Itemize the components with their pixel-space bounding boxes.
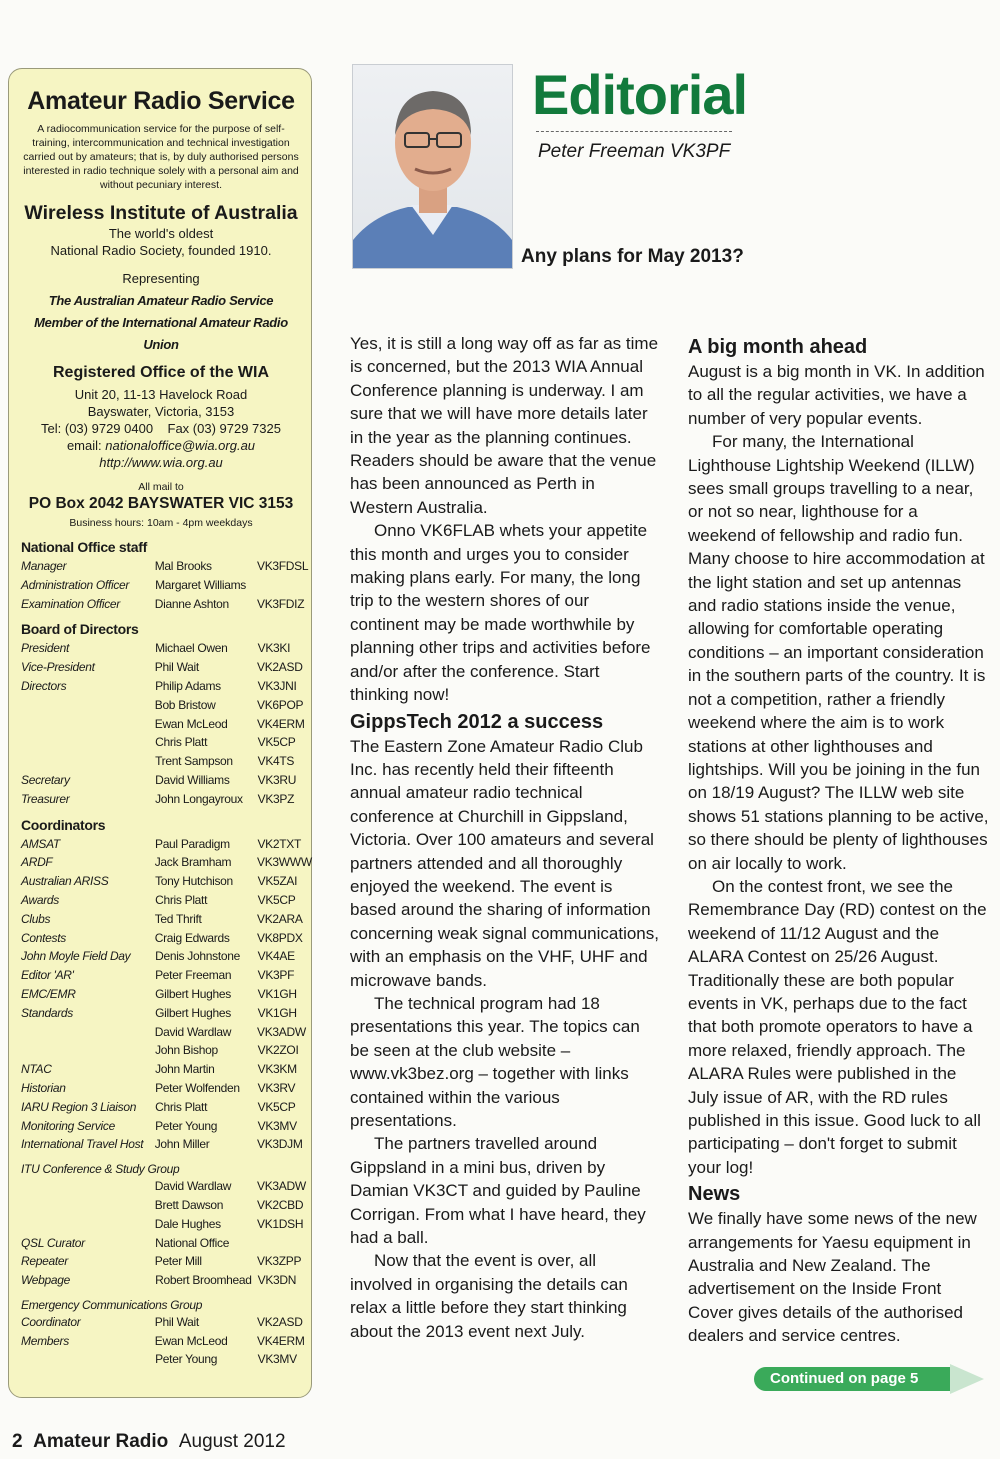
contact-role: QSL Curator [21, 1235, 85, 1250]
contact-callsign: VK3JNI [257, 678, 297, 693]
contact-callsign: VK2CBD [257, 1197, 304, 1212]
contact-name: Brett Dawson [154, 1197, 224, 1212]
contact-role: President [21, 641, 69, 656]
contact-row [21, 715, 305, 734]
contact-callsign: VK3RV [257, 1080, 296, 1095]
contact-name: Paul Paradigm [154, 836, 230, 851]
paragraph: The partners travelled around Gippsland in a mini bus, driven by Damian VK3CT and guided by Pauline Corrigan. From what I have heard, they had a ball. [350, 1134, 646, 1248]
contact-row [21, 771, 301, 790]
contact-role: NTAC [21, 1062, 52, 1077]
contact-row [21, 1332, 305, 1351]
contact-name: Dianne Ashton [154, 596, 229, 611]
contact-row [21, 1271, 301, 1290]
contact-callsign: VK1GH [257, 986, 297, 1001]
contact-callsign: VK1DSH [257, 1216, 304, 1231]
paragraph: The Eastern Zone Amateur Radio Club Inc. has recently held their fifteenth annual amateur radio technical conference at Churchill in Gippsland, Victoria. Over 100 amateurs and several partners attended and all thoroughly enjoyed the weekend. The event is based around the sharing of information concerning weak signal communications, with an emphasis on the VHF, UHF and microwave bands. [350, 736, 659, 990]
contact-name: John Bishop [155, 1043, 218, 1058]
contact-name: Peter Wolfenden [155, 1080, 240, 1095]
contact-role: EMC/EMR [21, 986, 76, 1001]
page-number: 2 [12, 1431, 23, 1452]
contact-callsign: VK5CP [257, 735, 296, 750]
contact-role: International Travel Host [21, 1137, 144, 1152]
paragraph: We finally have some news of the new arrangements for Yaesu equipment in Australia and New Zealand. The advertisement on the Inside Front Cover gives details of the authorised dealers and service centres. [688, 1209, 977, 1346]
contact-name: Phil Wait [154, 660, 199, 675]
contact-name: Jack Bramham [154, 855, 232, 870]
contact-callsign: VK3WWW [257, 855, 312, 870]
contact-row [21, 1313, 301, 1332]
representing-service: The Australian Amateur Radio Service [48, 293, 274, 308]
contact-callsign: VK3ZPP [257, 1254, 302, 1269]
contact-role: Administration Officer [21, 577, 130, 592]
contact-role: Treasurer [21, 791, 70, 806]
contact-callsign [258, 576, 301, 595]
contact-callsign: VK3FDSL [257, 559, 309, 573]
contact-role [21, 752, 155, 771]
issue-date: August 2012 [178, 1431, 286, 1452]
contact-row [21, 910, 301, 929]
board-list [21, 639, 305, 808]
contact-name: Chris Platt [155, 735, 208, 750]
contact-row [21, 1060, 301, 1079]
contact-row [21, 639, 301, 658]
web-link[interactable]: http://www.wia.org.au [99, 455, 223, 470]
address-line-2: Bayswater, Victoria, 3153 [87, 404, 235, 419]
contact-name: National Office [155, 1235, 230, 1250]
representing-iaru: Member of the International Amateur Radio Union [34, 315, 288, 352]
contact-role [21, 1215, 155, 1234]
contact-row [21, 853, 312, 872]
contact-callsign: VK6POP [257, 697, 304, 712]
contact-role: Standards [21, 1005, 74, 1020]
contact-name: Peter Mill [154, 1254, 202, 1269]
contact-row [21, 1079, 301, 1098]
email-line [21, 437, 301, 454]
continued-label: Continued on page 5 [770, 1370, 919, 1387]
contact-role: Manager [21, 559, 67, 573]
mail-label: All mail to [138, 481, 184, 493]
contact-role: ARDF [21, 855, 53, 870]
contact-row [21, 696, 304, 715]
contact-callsign: VK8PDX [257, 930, 303, 945]
contact-role: Secretary [21, 772, 70, 787]
contact-callsign: VK3PF [257, 968, 295, 983]
contact-name: David Wardlaw [154, 1024, 232, 1039]
contact-name: Ted Thrift [154, 911, 202, 926]
contact-callsign: VK3ADW [257, 1024, 306, 1039]
contact-callsign: VK2ZOI [257, 1043, 299, 1058]
contact-callsign: VK1GH [257, 1005, 297, 1020]
registered-office-title: Registered Office of the WIA [52, 364, 270, 381]
contact-row [21, 658, 301, 677]
contact-callsign: VK2ARA [257, 911, 303, 926]
contact-role [21, 733, 155, 752]
contact-callsign: VK3DJM [257, 1137, 303, 1152]
contact-row [21, 733, 301, 752]
contact-name: Phil Wait [154, 1314, 199, 1329]
address-line-1: Unit 20, 11-13 Havelock Road [74, 387, 248, 402]
info-sidebar [8, 68, 312, 1398]
contact-row [21, 1023, 306, 1042]
contact-role: Monitoring Service [21, 1118, 115, 1133]
contact-role: Historian [21, 1080, 66, 1095]
email-label: email: [66, 438, 106, 453]
emergency-list [21, 1313, 305, 1369]
contact-role [21, 1041, 155, 1060]
contact-role [21, 715, 155, 734]
editorial-headline: Any plans for May 2013? [521, 246, 744, 267]
contact-row [21, 1098, 301, 1117]
contact-name: Robert Broomhead [155, 1273, 252, 1288]
coordinators-list [21, 835, 312, 1155]
contact-name: Peter Young [155, 1352, 218, 1367]
contact-role: Coordinator [21, 1314, 81, 1329]
section-heading: GippsTech 2012 a success [350, 710, 604, 733]
contact-role: AMSAT [21, 836, 60, 851]
contact-row [21, 891, 301, 910]
contact-callsign: VK2TXT [257, 836, 301, 851]
contact-row [21, 1234, 301, 1253]
contact-callsign: VK5CP [257, 892, 296, 907]
contact-row [21, 677, 301, 696]
contact-name: Chris Platt [155, 892, 208, 907]
contact-callsign: VK3DN [257, 1273, 297, 1288]
contact-callsign: VK3FDIZ [257, 596, 305, 611]
emergency-title: Emergency Communications Group [21, 1297, 203, 1312]
contact-name: Tony Hutchison [155, 874, 233, 889]
contact-role: Webpage [21, 1273, 71, 1288]
contact-row [21, 576, 301, 595]
contact-callsign: VK2ASD [257, 1314, 303, 1329]
contact-row [21, 1117, 301, 1136]
contact-row [21, 752, 301, 771]
service-title: Amateur Radio Service [27, 87, 295, 115]
contact-name: Bob Bristow [154, 697, 216, 712]
section-heading: News [688, 1183, 741, 1206]
contact-role [21, 1177, 155, 1196]
contact-row [21, 1252, 301, 1271]
contact-role: Vice-President [21, 660, 95, 675]
contact-name: Philip Adams [155, 678, 221, 693]
contact-callsign: VK3KM [257, 1062, 297, 1077]
contact-role: Awards [21, 892, 59, 907]
contact-row [21, 1135, 301, 1154]
board-title: Board of Directors [21, 621, 139, 638]
magazine-name: Amateur Radio [33, 1431, 169, 1452]
contact-name: Ewan McLeod [154, 716, 228, 731]
contact-role: Contests [21, 930, 66, 945]
contact-role: Editor 'AR' [21, 968, 74, 983]
business-hours: Business hours: 10am - 4pm weekdays [69, 517, 253, 529]
article-column-1 [350, 332, 662, 1343]
contact-row [21, 1215, 304, 1234]
contact-role: IARU Region 3 Liaison [21, 1099, 137, 1114]
contact-row [21, 835, 301, 854]
contact-callsign: VK3PZ [257, 791, 295, 806]
contact-role [21, 1196, 155, 1215]
contact-name: Denis Johnstone [155, 949, 240, 964]
contact-name: Gilbert Hughes [155, 986, 231, 1001]
contact-row [21, 790, 301, 809]
contact-callsign: VK3ADW [257, 1179, 306, 1194]
po-box: PO Box 2042 BAYSWATER VIC 3153 [28, 495, 294, 512]
staff-title: National Office staff [21, 539, 147, 555]
contact-name: Mal Brooks [154, 559, 212, 573]
contact-role [21, 696, 155, 715]
editorial-title: Editorial [532, 63, 748, 126]
contact-row [21, 872, 301, 891]
contact-callsign: VK4ERM [257, 716, 305, 731]
contact-row [21, 557, 309, 576]
contact-role: John Moyle Field Day [21, 949, 131, 964]
contact-callsign: VK4TS [257, 754, 295, 769]
contact-callsign: VK3KI [257, 641, 291, 656]
contact-role [21, 1350, 155, 1369]
contact-name: Chris Platt [155, 1099, 208, 1114]
phone-fax: Tel: (03) 9729 0400 Fax (03) 9729 7325 [41, 421, 281, 436]
service-definition: A radiocommunication service for the purpose of self-training, intercommunication and technical investigation carried out by amateurs; that is, by duly authorised persons interested in radio technique solely with a personal aim and without pecuniary interest. [23, 123, 299, 191]
contact-callsign: VK3RU [257, 772, 297, 787]
org-name: Wireless Institute of Australia [24, 202, 298, 224]
contact-role: Clubs [21, 911, 51, 926]
continued-on-page-link[interactable] [754, 1364, 986, 1396]
contact-callsign: VK2ASD [257, 660, 303, 675]
contact-row [21, 1350, 301, 1369]
contact-name: David Wardlaw [154, 1179, 232, 1194]
contact-role: Directors [21, 678, 67, 693]
paragraph: On the contest front, we see the Remembrance Day (RD) contest on the weekend of 11/12 August and the ALARA Contest on 25/26 August. Traditionally these are both popular events in VK, perhaps due to the fact that both promote operators to have a more relaxed, friendly approach. The ALARA Rules were published in the July issue of AR, with the RD rules published in this issue. Good luck to all participating – don't forget to submit your log! [688, 876, 987, 1177]
contact-role: Members [21, 1333, 69, 1348]
representing-label: Representing [122, 271, 200, 286]
contact-row [21, 929, 301, 948]
contact-row [21, 595, 305, 614]
page-footer [12, 1431, 286, 1453]
org-tagline: The world's oldest [108, 226, 214, 241]
contact-row [21, 947, 301, 966]
author-portrait-image [353, 65, 512, 268]
contact-name: Margaret Williams [155, 577, 246, 592]
staff-list [21, 557, 309, 613]
contact-name: Craig Edwards [154, 930, 230, 945]
contact-name: Peter Young [155, 1118, 218, 1133]
article-column-2 [688, 332, 990, 1348]
contact-callsign: VK5ZAI [257, 874, 298, 889]
contact-row [21, 966, 301, 985]
email-link[interactable]: nationaloffice@wia.org.au [105, 438, 256, 453]
section-heading: A big month ahead [688, 336, 868, 358]
contact-role: Examination Officer [21, 596, 121, 611]
paragraph: Onno VK6FLAB whets your appetite this month and urges you to consider making plans early. For many, the long trip to the western shores of our continent may be made worthwhile by planning other trips and activities before and/or after the conference. Start thinking now! [350, 521, 651, 705]
contact-role [21, 1023, 155, 1042]
author-photo [352, 64, 513, 269]
editorial-author: Peter Freeman VK3PF [538, 141, 731, 162]
paragraph: The technical program had 18 presentations this year. The topics can be seen at the club website – www.vk3bez.org – together with links contained within the various presentations. [350, 993, 640, 1130]
org-founded: National Radio Society, founded 1910. [50, 243, 272, 258]
paragraph: Yes, it is still a long way off as far as time is concerned, but the 2013 WIA Annual Conference planning is underway. I am sure that we will have more details later in the year as the planning continues. Readers should be aware that the venue has been announced as Perth in Western Australia. [350, 334, 659, 517]
contact-role: Repeater [21, 1254, 68, 1269]
contact-name: Peter Freeman [155, 968, 232, 983]
arrow-right-icon [950, 1364, 984, 1394]
contact-name: David Williams [155, 772, 230, 787]
contact-name: John Longayroux [155, 791, 243, 806]
contact-callsign: VK3MV [257, 1352, 297, 1367]
contact-row [21, 1177, 306, 1196]
contact-name: Michael Owen [155, 641, 228, 656]
coordinators-title: Coordinators [21, 816, 106, 833]
contact-name: Ewan McLeod [154, 1333, 228, 1348]
contact-role: Australian ARISS [21, 874, 109, 889]
paragraph: For many, the International Lighthouse Lightship Weekend (ILLW) sees small groups travelling to a near, or not so near, lighthouse for a weekend of fellowship and radio fun. Many choose to hire accommodation at the light station and set up antennas and radio stations inside the venue, allowing for comfortable operating conditions – an important consideration in the southern parts of the country. It is not a competition, rather a friendly weekend where the aim is to work stations at other lighthouses and lightships. Will you be joining in the fun on 18/19 August? The ILLW web site shows 51 stations planning to be active, so there should be plenty of lighthouses on air locally to work. [688, 432, 989, 873]
contact-name: Dale Hughes [154, 1216, 221, 1231]
contact-callsign: VK4AE [257, 949, 295, 964]
contact-name: John Martin [155, 1062, 215, 1077]
contact-row [21, 985, 301, 1004]
contact-name: John Miller [154, 1137, 210, 1152]
paragraph: Now that the event is over, all involved in organising the details can relax a little before they start thinking about the 2013 event next July. [350, 1251, 628, 1341]
contact-callsign: VK3MV [257, 1118, 297, 1133]
paragraph: August is a big month in VK. In addition to all the regular activities, we have a number of very popular events. [688, 362, 985, 428]
contact-callsign [258, 1234, 301, 1253]
contact-name: Trent Sampson [155, 754, 233, 769]
contact-row [21, 1004, 301, 1023]
contact-name: Gilbert Hughes [155, 1005, 231, 1020]
contact-row [21, 1196, 304, 1215]
contact-row [21, 1041, 301, 1060]
contact-callsign: VK5CP [257, 1099, 296, 1114]
itu-list [21, 1177, 306, 1290]
title-divider [536, 131, 732, 132]
contact-callsign: VK4ERM [257, 1333, 305, 1348]
itu-title: ITU Conference & Study Group [21, 1162, 180, 1177]
